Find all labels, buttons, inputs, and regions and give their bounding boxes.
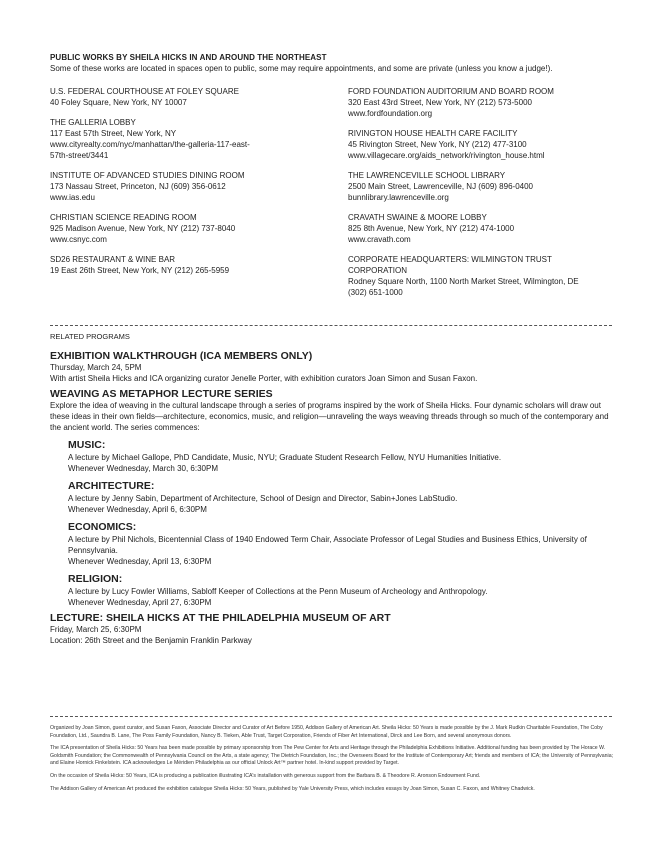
lecture-title: ECONOMICS: <box>68 521 137 533</box>
venue-address: 825 8th Avenue, New York, NY (212) 474-1000 <box>348 224 515 233</box>
footer-divider <box>50 716 612 717</box>
lecture-description: A lecture by Michael Gallope, PhD Candidate, Music, NYU; Graduate Student Research Fellow, NYU Humanities Initiative. <box>68 453 502 462</box>
venue-name: CRAVATH SWAINE & MOORE LOBBY <box>348 213 487 222</box>
walkthrough-date: Thursday, March 24, 5PM <box>50 363 142 372</box>
venue-item <box>348 128 612 161</box>
walkthrough-description: With artist Sheila Hicks and ICA organizing curator Jenelle Porter, with exhibition curators Joan Simon and Susan Faxon. <box>50 374 478 383</box>
lecture-series-description: Explore the idea of weaving in the cultural landscape through a series of programs inspired by the work of Sheila Hicks. Four dynamic scholars will draw out these ideas in their own fields—architecture, economics, music, and religion—unraveling the ways weaving threads through so much of the contemporary and the ancient world. The series commences: <box>50 401 609 432</box>
venue-name: FORD FOUNDATION AUDITORIUM AND BOARD ROOM <box>348 87 554 96</box>
venue-item <box>348 212 612 245</box>
lecture-title: RELIGION: <box>68 573 123 585</box>
venue-item <box>50 254 348 276</box>
lecture-item <box>68 521 615 567</box>
lecture-date: Whenever Wednesday, April 27, 6:30PM <box>68 598 212 607</box>
venue-item <box>50 86 348 108</box>
venue-item <box>50 117 348 161</box>
venue-address: 40 Foley Square, New York, NY 10007 <box>50 98 187 107</box>
lecture-title: ARCHITECTURE: <box>68 480 155 492</box>
venue-url: 57th-street/3441 <box>50 151 109 160</box>
venue-url: www.cravath.com <box>348 235 411 244</box>
pma-lecture-title: LECTURE: SHEILA HICKS AT THE PHILADELPHIA MUSEUM OF ART <box>50 612 391 624</box>
lecture-item <box>68 573 615 608</box>
venue-name: THE GALLERIA LOBBY <box>50 118 136 127</box>
venue-columns <box>50 86 612 307</box>
venue-item <box>348 86 612 119</box>
credits-paragraph: The ICA presentation of Sheila Hicks: 50 Years has been made possible by primary sponsorship from The Pew Center for Arts and Heritage through the Philadelphia Exhibitions Initiative. Additional funding has been provided by The Horace W. Goldsmith Foundation; the Commonwealth of Pennsylvania Council on the Arts, a state agency; The Dietrich Foundation, Inc.; the Overseers Board for the Institute of Contemporary Art; friends and members of ICA; the University of Pennsylvania; and Elaine Hornick Finkelstein. ICA acknowledges Le Méridien Philadelphia as our official Unlock Art™ partner hotel. In-kind support provided by Target. <box>50 745 614 767</box>
lecture-description: A lecture by Lucy Fowler Williams, Sabloff Keeper of Collections at the Penn Museum of Archeology and Anthropology. <box>68 587 488 596</box>
lecture-series-title: WEAVING AS METAPHOR LECTURE SERIES <box>50 388 273 400</box>
lecture-date: Whenever Wednesday, April 6, 6:30PM <box>68 505 207 514</box>
lecture-description: A lecture by Jenny Sabin, Department of Architecture, School of Design and Director, Sabin+Jones LabStudio. <box>68 494 458 503</box>
venue-address: (302) 651-1000 <box>348 288 403 297</box>
related-programs-label: RELATED PROGRAMS <box>50 332 130 341</box>
venue-name: RIVINGTON HOUSE HEALTH CARE FACILITY <box>348 129 518 138</box>
venue-address: 2500 Main Street, Lawrenceville, NJ (609) 896-0400 <box>348 182 533 191</box>
venue-column-left <box>50 86 348 307</box>
lecture-item <box>68 480 615 515</box>
venue-url: www.villagecare.org/aids_network/rivington_house.html <box>348 151 545 160</box>
venue-address: 117 East 57th Street, New York, NY <box>50 129 177 138</box>
venue-address: 925 Madison Avenue, New York, NY (212) 737-8040 <box>50 224 236 233</box>
venue-name: U.S. FEDERAL COURTHOUSE AT FOLEY SQUARE <box>50 87 239 96</box>
credits-paragraph: The Addison Gallery of American Art produced the exhibition catalogue Sheila Hicks: 50 Years, published by Yale University Press, which includes essays by Joan Simon, Susan C. Faxon, and Whitney Chadwick. <box>50 785 535 792</box>
lecture-date: Whenever Wednesday, April 13, 6:30PM <box>68 557 212 566</box>
venue-address: 45 Rivington Street, New York, NY (212) 477-3100 <box>348 140 527 149</box>
pma-lecture-date: Friday, March 25, 6:30PM <box>50 625 142 634</box>
lecture-item <box>68 439 615 474</box>
venue-item <box>348 170 612 203</box>
venue-url: www.fordfoundation.org <box>348 109 433 118</box>
credits-paragraph: On the occasion of Sheila Hicks: 50 Years, ICA is producing a publication illustrating ICA's installation with generous support from the Barbara B. & Theodore R. Aronson Endowment Fund. <box>50 772 481 779</box>
public-works-subtitle: Some of these works are located in spaces open to public, some may require appointments, and some are private (unless you know a judge!). <box>50 64 553 73</box>
pma-lecture-location: Location: 26th Street and the Benjamin Franklin Parkway <box>50 636 252 645</box>
venue-item <box>50 170 348 203</box>
public-works-title: PUBLIC WORKS BY SHEILA HICKS IN AND AROUND THE NORTHEAST <box>50 53 327 62</box>
public-works-section <box>50 53 612 307</box>
venue-name: CHRISTIAN SCIENCE READING ROOM <box>50 213 197 222</box>
walkthrough-title: EXHIBITION WALKTHROUGH (ICA MEMBERS ONLY) <box>50 350 313 362</box>
venue-url: www.csnyc.com <box>50 235 107 244</box>
lecture-description: A lecture by Phil Nichols, Bicentennial Class of 1940 Endowed Term Chair, Associate Professor of Legal Studies and Business Ethics, University of Pennsylvania. <box>68 535 587 555</box>
venue-address: Rodney Square North, 1100 North Market Street, Wilmington, DE <box>348 277 579 286</box>
venue-address: 19 East 26th Street, New York, NY (212) 265-5959 <box>50 266 230 275</box>
credits-paragraph: Organized by Joan Simon, guest curator, and Susan Faxon, Associate Director and Curator of Art Before 1950, Addison Gallery of American Art. Sheila Hicks: 50 Years is made possible by the J. Mark Rudkin Charitable Foundation, The Coby Foundation, Ltd., Saundra B. Lane, The Poss Family Foundation, Nancy B. Tieken, Able Trust, Target Corporation, Friends of Fiber Art International, Dirck and Lee Born, and several anonymous donors. <box>50 725 603 739</box>
venue-item <box>50 212 348 245</box>
credits-footer <box>50 725 615 798</box>
lecture-date: Whenever Wednesday, March 30, 6:30PM <box>68 464 218 473</box>
venue-url: bunnlibrary.lawrenceville.org <box>348 193 449 202</box>
lecture-title: MUSIC: <box>68 439 106 451</box>
related-programs-section <box>50 350 615 646</box>
venue-name: INSTITUTE OF ADVANCED STUDIES DINING ROOM <box>50 171 245 180</box>
venue-address: 173 Nassau Street, Princeton, NJ (609) 356-0612 <box>50 182 226 191</box>
venue-column-right <box>348 86 612 307</box>
venue-name: SD26 RESTAURANT & WINE BAR <box>50 255 176 264</box>
venue-url: www.cityrealty.com/nyc/manhattan/the-galleria-117-east- <box>50 140 250 149</box>
venue-name: CORPORATE HEADQUARTERS: WILMINGTON TRUST CORPORATION <box>348 255 552 275</box>
venue-address: 320 East 43rd Street, New York, NY (212) 573-5000 <box>348 98 532 107</box>
section-divider <box>50 325 612 326</box>
venue-name: THE LAWRENCEVILLE SCHOOL LIBRARY <box>348 171 506 180</box>
venue-item <box>348 254 612 298</box>
venue-url: www.ias.edu <box>50 193 95 202</box>
